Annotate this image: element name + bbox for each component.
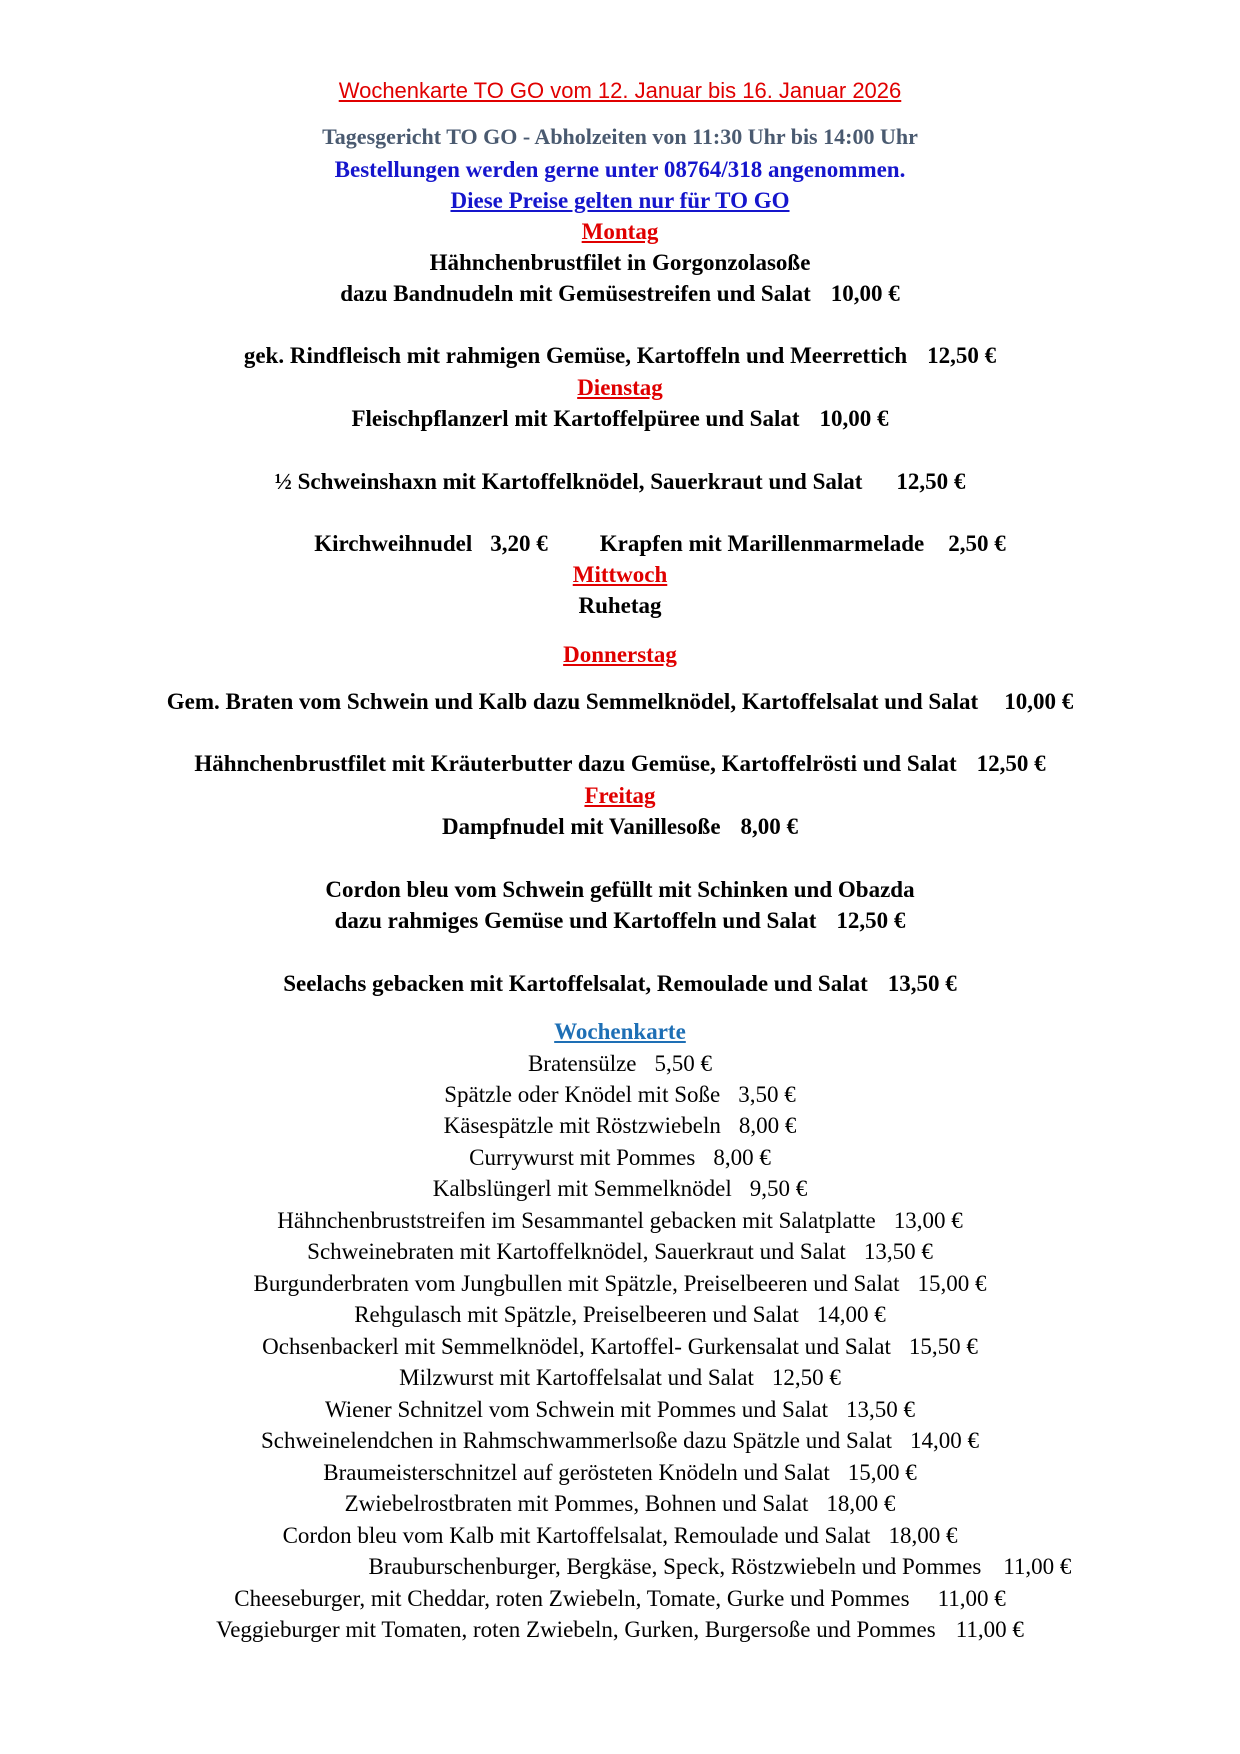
dish-text: Fleischpflanzerl mit Kartoffelpüree und Salat [351, 406, 800, 431]
weekly-item-price: 8,00 € [713, 1145, 771, 1170]
extra-price: 3,20 € [490, 531, 548, 556]
dish-text: Dampfnudel mit Vanillesoße [441, 814, 721, 839]
weekly-item-name: Wiener Schnitzel vom Schwein mit Pommes und Salat [324, 1397, 829, 1422]
monday-dish1-line2 [0, 282, 1240, 305]
weekly-item-price: 13,00 € [893, 1208, 963, 1233]
weekly-item-price: 3,50 € [738, 1082, 796, 1107]
weekly-item-price: 18,00 € [888, 1523, 958, 1548]
weekly-item [0, 1398, 1240, 1421]
tuesday-dish2 [0, 470, 1240, 493]
dish-price: 12,50 € [976, 751, 1046, 776]
weekly-item-price: 8,00 € [738, 1113, 797, 1138]
order-phone-note: Bestellungen werden gerne unter 08764/318 angenommen. [334, 157, 906, 182]
weekly-item-name: Schweinelendchen in Rahmschwammerlsoße dazu Spätzle und Salat [260, 1428, 893, 1453]
weekly-item [0, 1114, 1240, 1137]
day-heading-wednesday: Mittwoch [572, 562, 668, 587]
friday-dish1 [0, 815, 1240, 838]
page-title: Wochenkarte TO GO vom 12. Januar bis 16. Januar 2026 [338, 78, 902, 103]
weekly-item [0, 1240, 1240, 1263]
weekly-menu-heading: Wochenkarte [554, 1019, 686, 1044]
weekly-item-price: 13,50 € [846, 1397, 916, 1422]
dish-price: 10,00 € [830, 281, 900, 306]
dish-price: 8,00 € [740, 814, 799, 839]
extra-text: Kirchweihnudel [314, 531, 473, 556]
weekly-item [100, 1555, 1240, 1578]
weekly-item-price: 14,00 € [910, 1428, 980, 1453]
weekly-item [0, 1366, 1240, 1389]
weekly-item [0, 1146, 1240, 1169]
weekly-item-price: 11,00 € [1003, 1554, 1072, 1579]
weekly-item-price: 15,00 € [847, 1460, 917, 1485]
weekly-item [0, 1429, 1240, 1452]
weekly-item [0, 1272, 1240, 1295]
dish-text: ½ Schweinshaxn mit Kartoffelknödel, Sauerkraut und Salat [274, 469, 863, 494]
tuesday-dish1 [0, 407, 1240, 430]
weekly-item-name: Kalbslüngerl mit Semmelknödel [432, 1176, 732, 1201]
weekly-item-name: Milzwurst mit Kartoffelsalat und Salat [399, 1365, 754, 1390]
dish-price: 10,00 € [1004, 689, 1074, 714]
dish-text: dazu rahmiges Gemüse und Kartoffeln und Salat [334, 908, 817, 933]
weekly-item-name: Zwiebelrostbraten mit Pommes, Bohnen und Salat [344, 1491, 809, 1516]
thursday-dish1 [0, 690, 1240, 713]
weekly-item-name: Käsespätzle mit Röstzwiebeln [443, 1113, 721, 1138]
weekly-item [0, 1618, 1240, 1641]
day-heading-tuesday: Dienstag [577, 375, 663, 400]
price-note-text: Diese Preise gelten nur für TO GO [450, 188, 790, 213]
dish-text: Gem. Braten vom Schwein und Kalb dazu Semmelknödel, Kartoffelsalat und Salat [166, 689, 979, 714]
friday-dish2-line1: Cordon bleu vom Schwein gefüllt mit Schinken und Obazda [325, 877, 915, 902]
dish-price: 12,50 € [896, 469, 966, 494]
thursday-dish2 [0, 752, 1240, 775]
weekly-item-name: Spätzle oder Knödel mit Soße [444, 1082, 721, 1107]
dish-price: 13,50 € [887, 971, 957, 996]
weekly-item-price: 15,50 € [908, 1334, 978, 1359]
extra-text: Krapfen mit Marillenmarmelade [599, 531, 925, 556]
dish-text: Hähnchenbrustfilet mit Kräuterbutter dazu Gemüse, Kartoffelrösti und Salat [194, 751, 957, 776]
weekly-item-name: Hähnchenbruststreifen im Sesammantel gebacken mit Salatplatte [277, 1208, 876, 1233]
weekly-item [0, 1492, 1240, 1515]
weekly-item-name: Brauburschenburger, Bergkäse, Speck, Röstzwiebeln und Pommes [368, 1554, 982, 1579]
day-heading-friday: Freitag [584, 783, 656, 808]
weekly-item-name: Cordon bleu vom Kalb mit Kartoffelsalat, Remoulade und Salat [282, 1523, 871, 1548]
weekly-item [0, 1209, 1240, 1232]
weekly-item-name: Cheeseburger, mit Cheddar, roten Zwiebeln, Tomate, Gurke und Pommes [234, 1586, 910, 1611]
dish-price: 10,00 € [819, 406, 889, 431]
dish-text: dazu Bandnudeln mit Gemüsestreifen und Salat [340, 281, 811, 306]
weekly-item [0, 1335, 1240, 1358]
day-heading-thursday: Donnerstag [563, 642, 677, 667]
dish-text: gek. Rindfleisch mit rahmigen Gemüse, Kartoffeln und Meerrettich [243, 343, 908, 368]
weekly-item-price: 9,50 € [749, 1176, 808, 1201]
weekly-item-name: Veggieburger mit Tomaten, roten Zwiebeln, Gurken, Burgersoße und Pommes [216, 1617, 936, 1642]
weekly-item [0, 1303, 1240, 1326]
weekly-item-name: Burgunderbraten vom Jungbullen mit Spätzle, Preiselbeeren und Salat [253, 1271, 900, 1296]
pickup-times: Tagesgericht TO GO - Abholzeiten von 11:30 Uhr bis 14:00 Uhr [322, 124, 918, 149]
weekly-item-price: 5,50 € [654, 1051, 713, 1076]
weekly-item-name: Bratensülze [527, 1051, 637, 1076]
weekly-item [0, 1461, 1240, 1484]
wednesday-note: Ruhetag [578, 593, 662, 618]
weekly-item-price: 18,00 € [826, 1491, 896, 1516]
weekly-item-price: 12,50 € [771, 1365, 841, 1390]
extra-price: 2,50 € [948, 531, 1006, 556]
weekly-item-name: Currywurst mit Pommes [469, 1145, 696, 1170]
dish-price: 12,50 € [836, 908, 906, 933]
weekly-item-name: Schweinebraten mit Kartoffelknödel, Sauerkraut und Salat [307, 1239, 846, 1264]
weekly-item-price: 15,00 € [917, 1271, 987, 1296]
day-heading-monday: Montag [581, 219, 659, 244]
monday-dish2 [0, 344, 1240, 367]
dish-price: 12,50 € [927, 343, 997, 368]
dish-text: Seelachs gebacken mit Kartoffelsalat, Remoulade und Salat [283, 971, 868, 996]
weekly-item-name: Braumeisterschnitzel auf gerösteten Knödeln und Salat [323, 1460, 830, 1485]
weekly-item-price: 14,00 € [816, 1302, 886, 1327]
weekly-item-price: 11,00 € [937, 1586, 1006, 1611]
weekly-item [0, 1587, 1240, 1610]
weekly-item [0, 1524, 1240, 1547]
friday-dish3 [0, 972, 1240, 995]
monday-dish1-line1: Hähnchenbrustfilet in Gorgonzolasoße [429, 250, 811, 275]
weekly-item-name: Rehgulasch mit Spätzle, Preiselbeeren und Salat [354, 1302, 799, 1327]
friday-dish2-line2 [0, 909, 1240, 932]
weekly-item [0, 1083, 1240, 1106]
price-note [0, 189, 1240, 212]
tuesday-extras [40, 532, 1240, 555]
weekly-item-name: Ochsenbackerl mit Semmelknödel, Kartoffel- Gurkensalat und Salat [262, 1334, 891, 1359]
weekly-item [0, 1177, 1240, 1200]
weekly-item-price: 11,00 € [955, 1617, 1024, 1642]
weekly-item-price: 13,50 € [863, 1239, 933, 1264]
weekly-item [0, 1052, 1240, 1075]
